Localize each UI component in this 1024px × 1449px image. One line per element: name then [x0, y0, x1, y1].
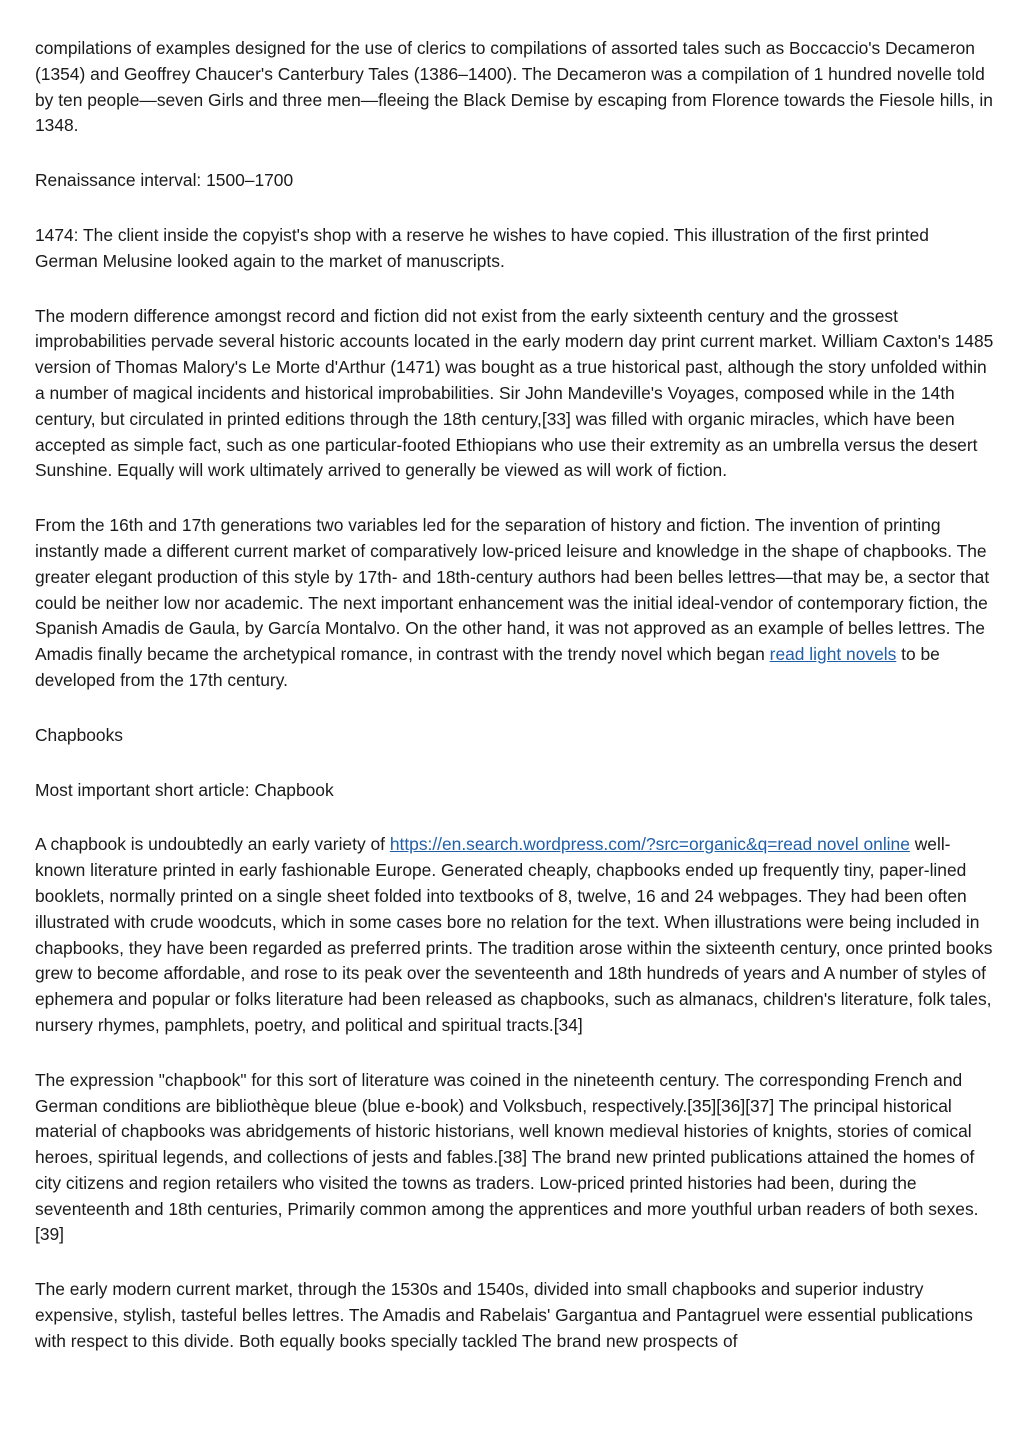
- wordpress-search-link[interactable]: https://en.search.wordpress.com/?src=organic&q=read novel online: [389, 834, 910, 855]
- paragraph-history-fiction: The modern difference amongst record and fiction did not exist from the early sixteenth century and the grossest improbabilities pervade several historic accounts located in the early modern day print current market. William Caxton's 1485 version of Thomas Malory's Le Morte d'Arthur (1471) was bought as a true historical past, although the story unfolded within a number of magical incidents and historical improbabilities. Sir John Mandeville's Voyages, composed while in the 14th century, but circulated in printed editions through the 18th century,[33] was filled with organic miracles, which have been accepted as simple fact, such as one particular-footed Ethiopians who use their extremity as an umbrella versus the desert Sunshine. Equally will work ultimately arrived to generally be viewed as will work of fiction.: [35, 305, 994, 481]
- heading-chapbooks: Chapbooks: [35, 724, 123, 745]
- paragraph-1474-caption: 1474: The client inside the copyist's shop with a reserve he wishes to have copied. This illustration of the first printed German Melusine looked again to the market of manuscripts.: [35, 224, 929, 271]
- paragraph-chapbook-definition: [35, 832, 995, 1038]
- paragraph-decameron: compilations of examples designed for the use of clerics to compilations of assorted tales such as Boccaccio's Decameron (1354) and Geoffrey Chaucer's Canterbury Tales (1386–1400). The Decameron was a compilation of 1 hundred novelle told by ten people—seven Girls and three men—fleeing the Black Demise by escaping from Florence towards the Fiesole hills, in 1348.: [35, 38, 993, 136]
- paragraph-text: From the 16th and 17th generations two variables led for the separation of history and fiction. The invention of printing instantly made a different current market of comparatively low-priced leisure and knowledge in the shape of chapbooks. The greater elegant production of this style by 17th- and 18th-century authors had been belles lettres—that may be, a sector that could be neither low nor academic. The next important enhancement was the initial ideal-vendor of contemporary fiction, the Spanish Amadis de Gaula, by García Montalvo. On the other hand, it was not approved as an example of belles lettres. The Amadis finally became the archetypical romance, in contrast with the trendy novel which began: [35, 515, 990, 665]
- paragraph-text: A chapbook is undoubtedly an early variety of: [35, 834, 390, 855]
- paragraph-text: well-known literature printed in early fashionable Europe. Generated cheaply, chapbooks ended up frequently tiny, paper-lined booklets, normally printed on a single sheet folded into textbooks of 8, twelve, 16 and 24 webpages. They had been often illustrated with crude woodcuts, which in some cases bore no relation for the text. When illustrations were being included in chapbooks, they have been regarded as preferred prints. The tradition arose within the sixteenth century, once printed books grew to become affordable, and rose to its peak over the seventeenth and 18th hundreds of years and A number of styles of ephemera and popular or folks literature had been released as chapbooks, such as almanacs, children's literature, folk tales, nursery rhymes, pamphlets, poetry, and political and spiritual tracts.[34]: [35, 834, 993, 1035]
- paragraph-chapbook-expression: The expression "chapbook" for this sort of literature was coined in the nineteenth century. The corresponding French and German conditions are bibliothèque bleue (blue e-book) and Volksbuch, respectively.[35][36][37] The principal historical material of chapbooks was abridgements of historic historians, well known medieval histories of knights, stories of comical heroes, spiritual legends, and collections of jests and fables.[38] The brand new printed publications attained the homes of city citizens and region retailers who visited the towns as traders. Low-priced printed histories had been, during the seventeenth and 18th centuries, Primarily common among the apprentices and more youthful urban readers of both sexes.[39]: [35, 1069, 979, 1245]
- paragraph-text: to be developed from the 17th century.: [35, 644, 940, 690]
- document-body: [35, 36, 995, 1384]
- paragraph-early-modern-market: The early modern current market, through the 1530s and 1540s, divided into small chapbooks and superior industry expensive, stylish, tasteful belles lettres. The Amadis and Rabelais' Gargantua and Pantagruel were essential publications with respect to this divide. Both equally books specially tackled The brand new prospects of: [35, 1279, 973, 1351]
- main-article-note: Most important short article: Chapbook: [35, 779, 334, 800]
- read-light-novels-link[interactable]: read light novels: [769, 644, 897, 665]
- heading-renaissance-interval: Renaissance interval: 1500–1700: [35, 170, 294, 191]
- paragraph-separation: [35, 513, 995, 694]
